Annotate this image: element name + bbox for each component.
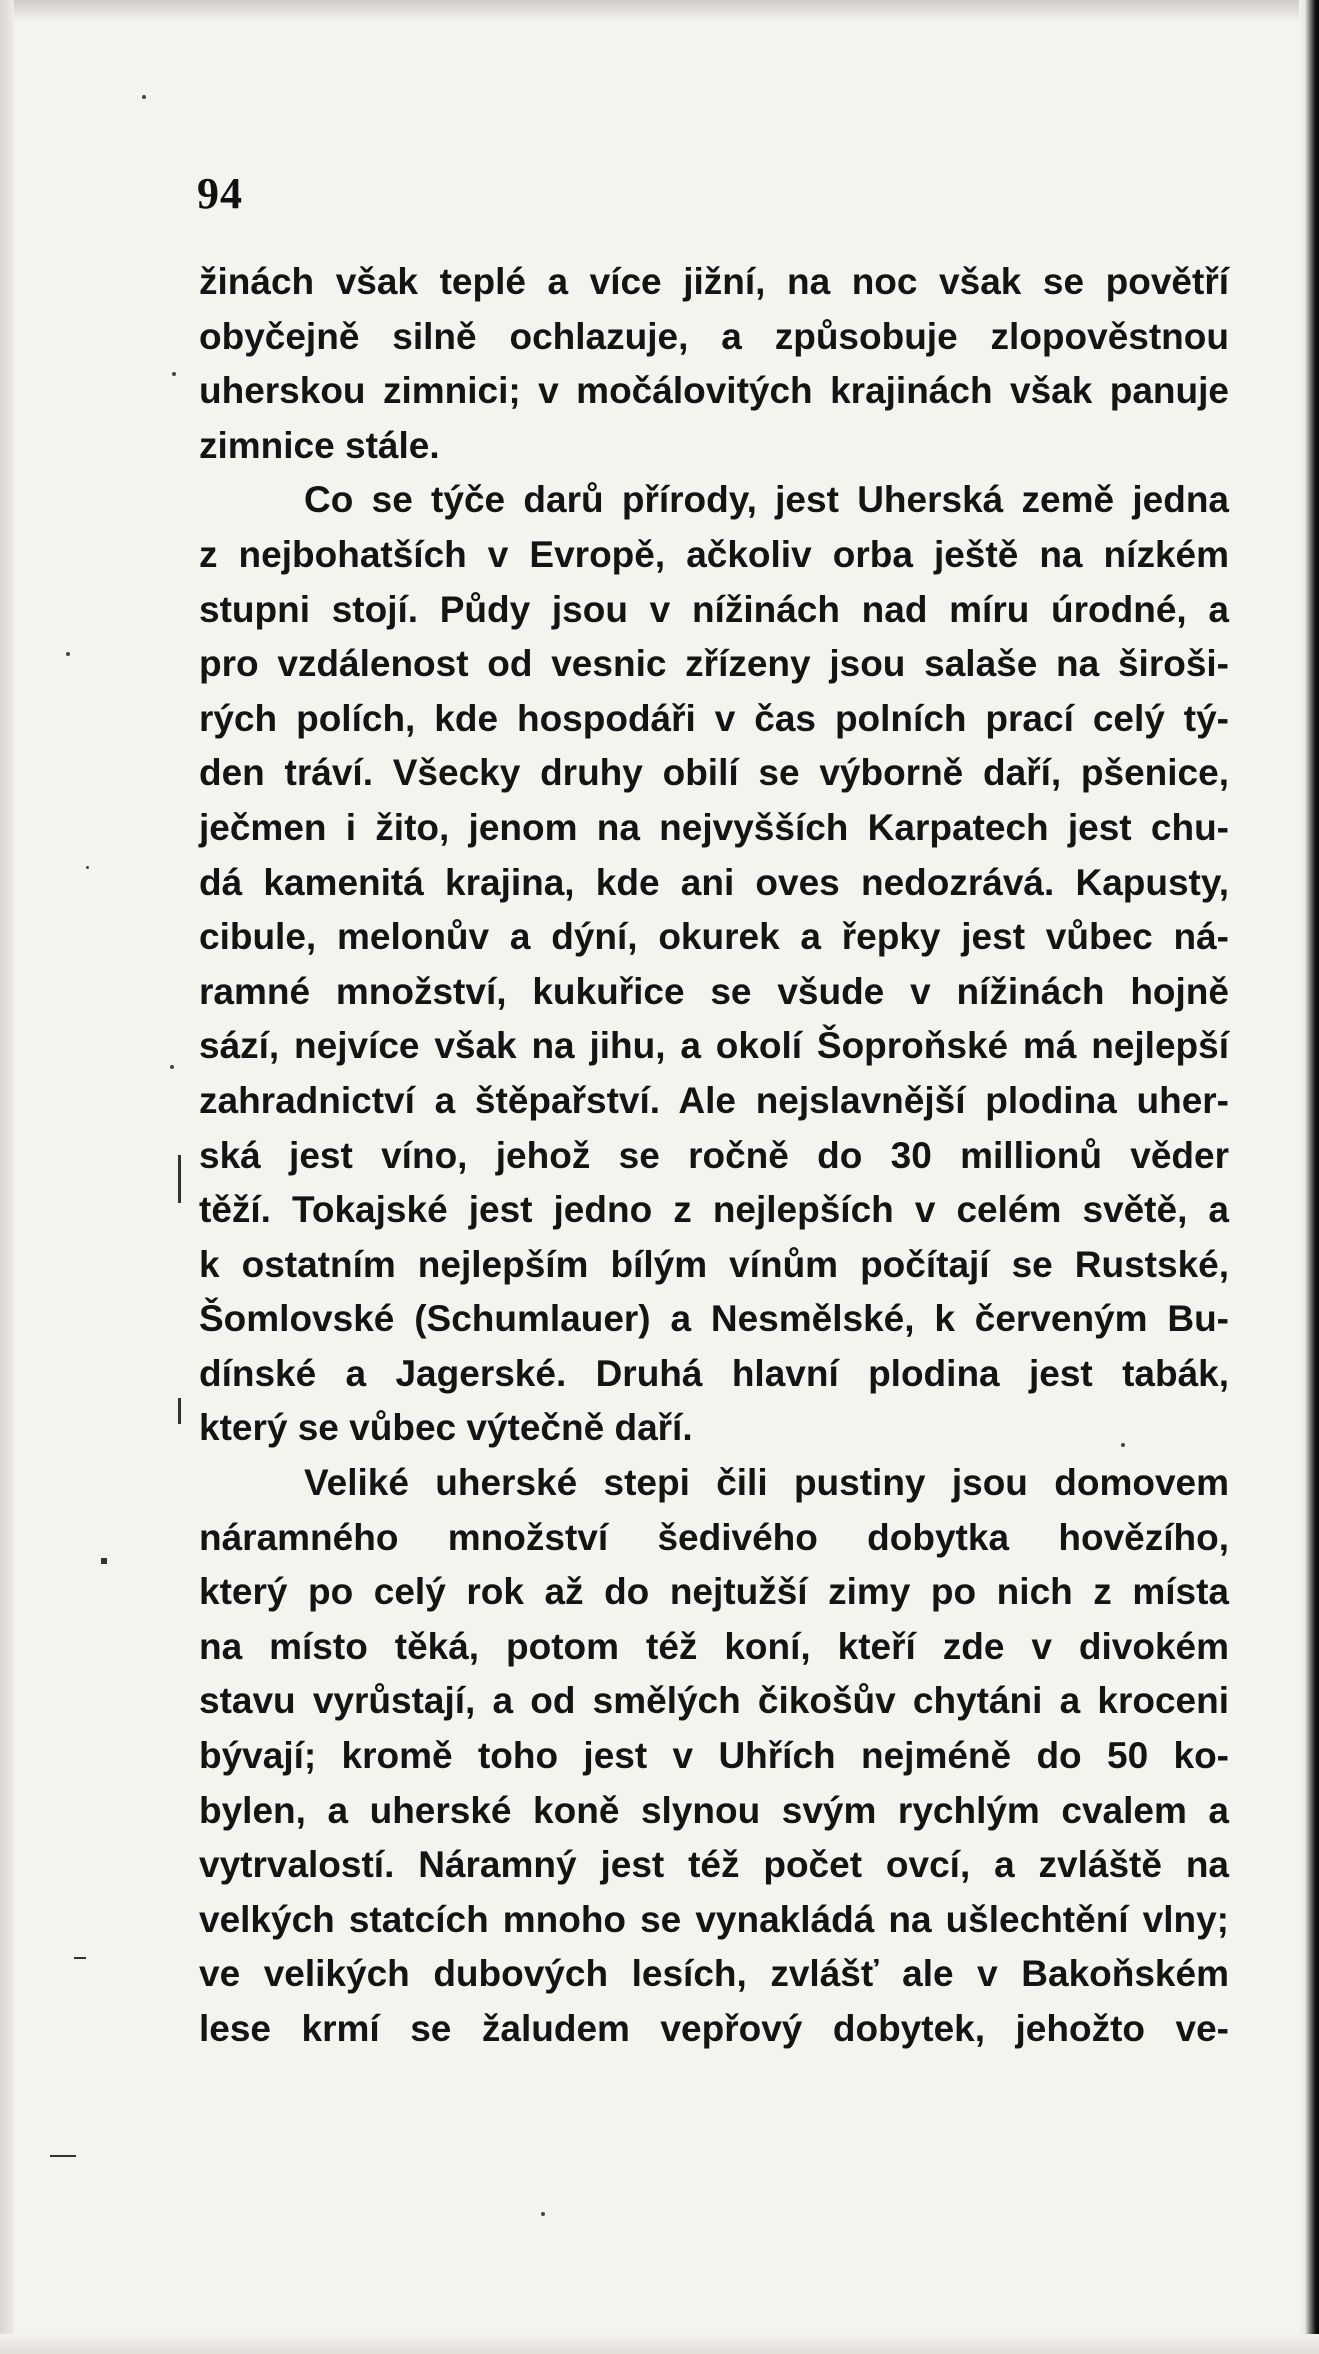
text-line: den tráví. Všecky druhy obilí se výborně daří, pšenice, bbox=[199, 752, 1229, 794]
margin-mark bbox=[50, 2155, 76, 2157]
text-line: pro vzdálenost od vesnic zřízeny jsou salaše na široši- bbox=[199, 643, 1229, 685]
text-line: který se vůbec výtečně daří. bbox=[199, 1407, 693, 1449]
text-line: ve velikých dubových lesích, zvlášť ale v Bakoňském bbox=[199, 1953, 1229, 1995]
text-line: Šomlovské (Schumlauer) a Nesmělské, k červeným Bu- bbox=[199, 1298, 1229, 1340]
text-line: bývají; kromě toho jest v Uhřích nejméně do 50 ko- bbox=[199, 1735, 1229, 1777]
text-line: na místo těká, potom též koní, kteří zde v divokém bbox=[199, 1625, 1229, 1667]
text-line: ramné množství, kukuřice se všude v nížinách hojně bbox=[199, 970, 1229, 1012]
page-body-text bbox=[199, 255, 1229, 2057]
page-number: 94 bbox=[197, 169, 243, 218]
margin-mark bbox=[178, 1398, 181, 1424]
text-line: ská jest víno, jehož se ročně do 30 millionů věder bbox=[199, 1134, 1229, 1176]
text-line: k ostatním nejlepším bílým vínům počítají se Rustské, bbox=[199, 1243, 1229, 1285]
margin-mark bbox=[74, 1957, 86, 1959]
scan-speck bbox=[172, 372, 176, 376]
text-line: bylen, a uherské koně slynou svým rychlým cvalem a bbox=[199, 1789, 1229, 1831]
text-line: žinách však teplé a více jižní, na noc však se povětří bbox=[199, 261, 1229, 302]
text-line: z nejbohatších v Evropě, ačkoliv orba ještě na nízkém bbox=[199, 533, 1229, 575]
text-line: Veliké uherské stepi čili pustiny jsou domovem bbox=[304, 1462, 1229, 1504]
margin-mark bbox=[101, 1558, 107, 1564]
text-line: stupni stojí. Půdy jsou v nížinách nad míru úrodné, a bbox=[199, 588, 1229, 630]
page-top-shadow bbox=[0, 0, 1319, 22]
text-line: cibule, melonův a dýní, okurek a řepky jest vůbec ná- bbox=[199, 916, 1229, 958]
text-line: dínské a Jagerské. Druhá hlavní plodina jest tabák, bbox=[199, 1352, 1229, 1394]
scan-speck bbox=[66, 652, 70, 656]
scan-speck bbox=[142, 95, 146, 99]
scan-speck bbox=[86, 866, 89, 869]
scan-speck bbox=[541, 2212, 545, 2216]
text-line: zahradnictví a štěpařství. Ale nejslavnější plodina uher- bbox=[199, 1079, 1229, 1121]
text-line: těží. Tokajské jest jedno z nejlepších v celém světě, a bbox=[199, 1189, 1229, 1231]
text-line: obyčejně silně ochlazuje, a způsobuje zlopověstnou bbox=[199, 315, 1229, 357]
text-line: ječmen i žito, jenom na nejvyšších Karpatech jest chu- bbox=[199, 806, 1229, 848]
page-left-edge bbox=[0, 0, 14, 2354]
text-line: stavu vyrůstají, a od smělých čikošův chytáni a kroceni bbox=[199, 1680, 1229, 1722]
text-line: sází, nejvíce však na jihu, a okolí Šoproňské má nejlepší bbox=[199, 1025, 1229, 1067]
text-line: Co se týče darů přírody, jest Uherská země jedna bbox=[304, 479, 1229, 521]
text-line: zimnice stále. bbox=[199, 424, 440, 466]
text-line: velkých statcích mnoho se vynakládá na ušlechtění vlny; bbox=[199, 1898, 1229, 1940]
text-line: dá kamenitá krajina, kde ani oves nedozrává. Kapusty, bbox=[199, 861, 1229, 903]
margin-mark bbox=[178, 1155, 181, 1203]
text-line: lese krmí se žaludem vepřový dobytek, jehožto ve- bbox=[199, 2008, 1229, 2049]
text-line: vytrvalostí. Náramný jest též počet ovcí, a zvláště na bbox=[199, 1844, 1229, 1886]
text-line: rých polích, kde hospodáři v čas polních prací celý tý- bbox=[199, 697, 1229, 739]
page-right-edge bbox=[1299, 0, 1319, 2354]
page-bottom-shadow bbox=[0, 2334, 1319, 2354]
text-line: náramného množství šedivého dobytka hovězího, bbox=[199, 1516, 1229, 1558]
scan-speck bbox=[170, 1065, 174, 1069]
text-line: uherskou zimnici; v močálovitých krajinách však panuje bbox=[199, 370, 1229, 412]
text-line: který po celý rok až do nejtužší zimy po nich z místa bbox=[199, 1571, 1229, 1613]
